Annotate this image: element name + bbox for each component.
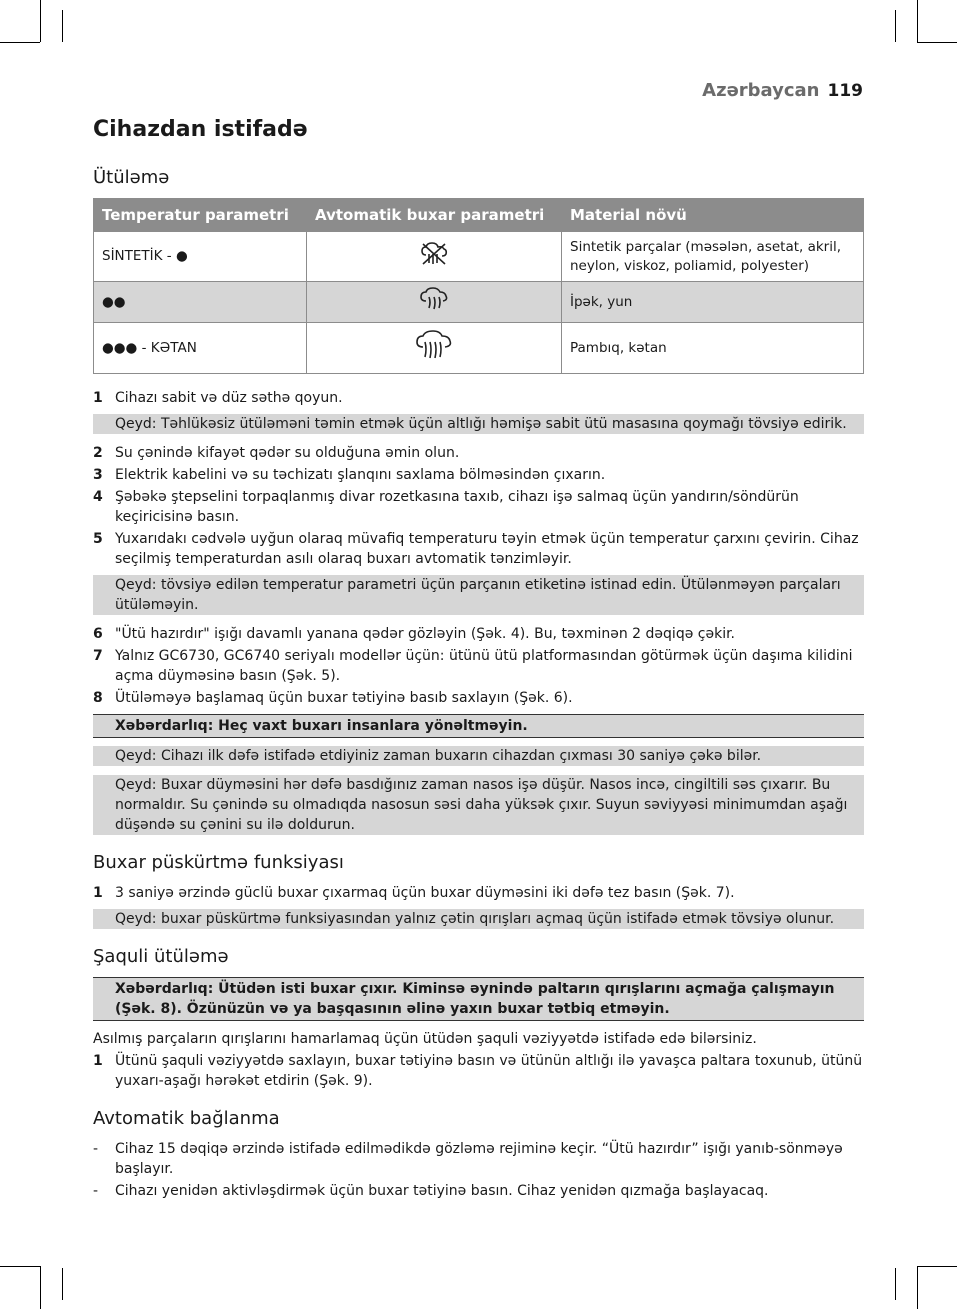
step-item: 2 Su çənində kifayət qədər su olduğuna əmin olun. [93, 445, 460, 461]
note-box: Qeyd: tövsiyə edilən temperatur parametri üçün parçanın etiketinə istinad edin. Ütülənməyən parçaları ütüləməyin. [93, 575, 864, 615]
page-header [702, 80, 863, 101]
header-language: Azərbaycan [702, 80, 820, 101]
table-cell-steam [307, 282, 562, 323]
no-steam-icon [419, 241, 449, 267]
step-item: 8 Ütüləməyə başlamaq üçün buxar tətiyinə basıb saxlayın (Şək. 6). [93, 690, 573, 706]
step-item: 7 Yalnız GC6730, GC6740 seriyalı modellər üçün: ütünü ütü platformasından götürmək üçün daşıma kilidini açma düyməsinə basın (Şək. 5). [93, 648, 853, 684]
table-cell-steam [307, 323, 562, 374]
section-heading-autooff: Avtomatik bağlanma [93, 1108, 280, 1129]
table-cell-material: Pambıq, kətan [562, 323, 864, 374]
table-cell-material: Sintetik parçalar (məsələn, asetat, akril, neylon, viskoz, poliamid, polyester) [562, 232, 864, 282]
section-heading-ironing: Ütüləmə [93, 167, 170, 188]
warning-box: Xəbərdarlıq: Heç vaxt buxarı insanlara yönəltməyin. [93, 714, 864, 738]
list-item: - Cihaz 15 dəqiqə ərzində istifadə edilmədikdə gözləmə rejiminə keçir. “Ütü hazırdır” işığı yanıb-sönməyə başlayır. [93, 1141, 843, 1177]
table-header: Material növü [562, 199, 864, 232]
note-box: Qeyd: Təhlükəsiz ütüləməni təmin etmək üçün altlığı həmişə sabit ütü masasına qoymağı tövsiyə edirik. [93, 414, 864, 434]
table-cell-steam [307, 232, 562, 282]
table-cell-temp: SİNTETİK - ● [94, 232, 307, 282]
step-item: 1 Ütünü şaquli vəziyyətdə saxlayın, buxar tətiyinə basın və ütünün altlığı ilə yavaşca paltara toxunub, ütünü yuxarı-aşağı hərəkət etdirin (Şək. 9). [93, 1053, 863, 1089]
list-item: - Cihazı yenidən aktivləşdirmək üçün buxar tətiyinə basın. Cihaz yenidən qızmağa başlayacaq. [93, 1183, 769, 1199]
table-cell-temp: ●●● - KƏTAN [94, 323, 307, 374]
crop-mark [917, 42, 957, 43]
table-header-row [94, 199, 864, 232]
crop-mark [917, 1266, 918, 1309]
page-number: 119 [827, 81, 863, 101]
step-item: 5 Yuxarıdakı cədvələ uyğun olaraq müvafiq temperaturu təyin etmək üçün temperatur çarxını çevirin. Cihaz seçilmiş temperaturdan asılı olaraq buxarı avtomatik tənzimləyir. [93, 531, 859, 567]
low-steam-icon [418, 287, 450, 311]
page-content [93, 166, 864, 1203]
step-item: 6 "Ütü hazırdır" işığı davamlı yanana qədər gözləyin (Şək. 4). Bu, təxminən 2 dəqiqə çəkir. [93, 626, 735, 642]
step-item: 4 Şəbəkə ştepselini torpaqlanmış divar rozetkasına taxıb, cihazı işə salmaq üçün yandırın/söndürün keçiricisinə basın. [93, 489, 799, 525]
crop-mark [0, 1266, 40, 1267]
table-row [94, 232, 864, 282]
high-steam-icon [414, 330, 454, 360]
table-header: Avtomatik buxar parametri [307, 199, 562, 232]
step-item: 3 Elektrik kabelini və su təchizatı şlanqını saxlama bölməsindən çıxarın. [93, 467, 606, 483]
crop-mark [917, 1266, 957, 1267]
table-header: Temperatur parametri [94, 199, 307, 232]
crop-mark [40, 1266, 41, 1309]
page-title: Cihazdan istifadə [93, 117, 308, 142]
table-cell-material: İpək, yun [562, 282, 864, 323]
crop-mark [0, 42, 40, 43]
table-row [94, 323, 864, 374]
crop-mark [40, 0, 41, 42]
note-box: Qeyd: Cihazı ilk dəfə istifadə etdiyiniz zaman buxarın cihazdan çıxması 30 saniyə çəkə bilər. [93, 746, 864, 766]
step-item: 1 3 saniyə ərzində güclü buxar çıxarmaq üçün buxar düyməsini iki dəfə tez basın (Şək. 7). [93, 885, 735, 901]
crop-mark [895, 10, 896, 42]
paragraph: Asılmış parçaların qırışlarını hamarlamaq üçün ütüdən şaquli vəziyyətdə istifadə edə bilərsiniz. [93, 1031, 757, 1047]
note-box: Qeyd: Buxar düyməsini hər dəfə basdığınız zaman nasos işə düşür. Nasos incə, cingiltili səs çıxarır. Bu normaldır. Su çənində su olmadıqda nasosun səsi daha yüksək çıxır. Suyun səviyyəsi minimumdan aşağı düşəndə su çənini su ilə doldurun. [93, 775, 864, 835]
settings-table [93, 198, 864, 374]
crop-mark [895, 1268, 896, 1300]
table-cell-temp: ●● [94, 282, 307, 323]
section-heading-vertical: Şaquli ütüləmə [93, 946, 229, 967]
step-item: 1 Cihazı sabit və düz səthə qoyun. [93, 390, 343, 406]
warning-box: Xəbərdarlıq: Ütüdən isti buxar çıxır. Kiminsə əynində paltarın qırışlarını açmağa çalışmayın (Şək. 8). Özünüzün və ya başqasının əlinə yaxın buxar tətbiq etməyin. [93, 977, 864, 1021]
table-row [94, 282, 864, 323]
section-heading-burst: Buxar püskürtmə funksiyası [93, 852, 344, 873]
crop-mark [62, 1268, 63, 1300]
crop-mark [917, 0, 918, 42]
crop-mark [62, 10, 63, 42]
note-box: Qeyd: buxar püskürtmə funksiyasından yalnız çətin qırışları açmaq üçün istifadə etmək tövsiyə olunur. [93, 909, 864, 929]
